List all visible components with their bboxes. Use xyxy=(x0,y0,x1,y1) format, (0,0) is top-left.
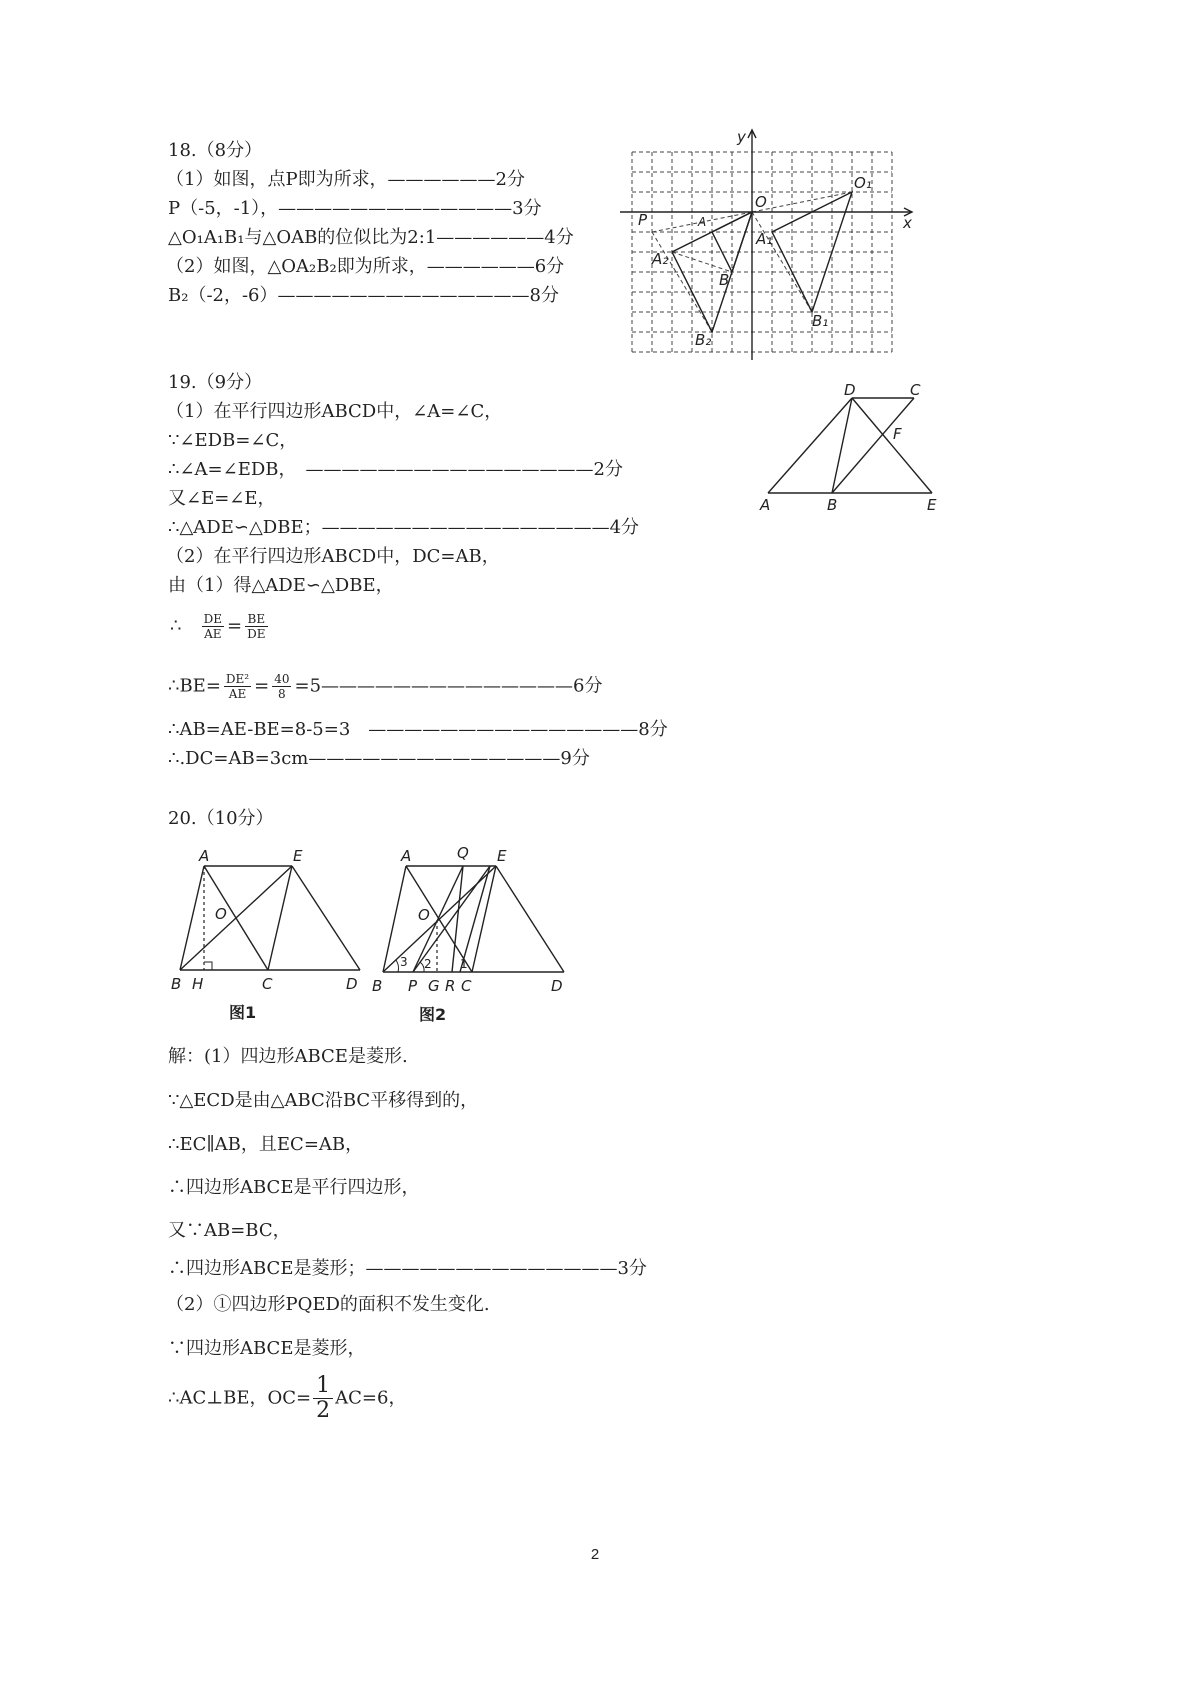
label-G: G xyxy=(428,977,440,995)
label-P: P xyxy=(638,211,648,229)
figure-2-caption: 图2 xyxy=(419,1005,447,1024)
q19-line-8: ∴ $\frac{DE}{AE}$ = $\frac{BE}{DE}$ xyxy=(170,612,266,641)
figure-1-caption: 图1 xyxy=(229,1003,257,1022)
label-x: x xyxy=(903,214,912,232)
label-B: B xyxy=(719,271,730,289)
q20-line-4: ∴四边形ABCE是平行四边形， xyxy=(168,1177,420,1198)
label-O: O xyxy=(418,906,430,924)
q19-line-9: ∴BE= $\frac{\text{DE²}}{AE}$ = $\frac{40}{8}$ =5——————————————6分 xyxy=(168,672,603,701)
label-D: D xyxy=(346,975,358,993)
page-number: 2 xyxy=(590,1546,600,1563)
q19-line-6: （2）在平行四边形ABCD中，DC=AB， xyxy=(166,546,500,567)
angle-1-label: 1 xyxy=(460,957,468,971)
q19-parallelogram-figure xyxy=(750,375,950,520)
q18-line-2: P（-5，-1），—————————————3分 xyxy=(168,198,542,219)
label-A: A xyxy=(760,496,771,514)
label-A: A xyxy=(199,847,210,865)
label-B: B xyxy=(827,496,838,514)
label-E: E xyxy=(927,496,937,514)
label-E: E xyxy=(497,847,507,865)
label-O: O xyxy=(755,193,767,211)
label-B2: B₂ xyxy=(695,331,712,349)
q20-line-1: 解：(1）四边形ABCE是菱形. xyxy=(168,1046,408,1067)
label-A1: A₁ xyxy=(756,230,773,248)
label-E: E xyxy=(293,847,303,865)
label-C: C xyxy=(262,975,273,993)
q20-title: 20.（10分） xyxy=(168,808,274,829)
q19-line-2: ∵∠EDB=∠C， xyxy=(168,430,298,451)
q19-line-7: 由（1）得△ADE∽△DBE， xyxy=(168,575,394,596)
q18-coordinate-figure xyxy=(618,122,928,362)
label-Q: Q xyxy=(457,844,469,862)
q19-line-3: ∴∠A=∠EDB， ————————————————2分 xyxy=(168,459,623,480)
label-H: H xyxy=(192,975,204,993)
label-O1: O₁ xyxy=(854,174,872,192)
label-A2: A₂ xyxy=(652,250,669,268)
q18-line-5: B₂（-2，-6）——————————————8分 xyxy=(168,285,559,306)
q20-line-7: （2）①四边形PQED的面积不发生变化. xyxy=(166,1294,490,1315)
fraction-one-half: $\frac{1}{2}$ xyxy=(313,1374,333,1423)
label-B1: B₁ xyxy=(812,312,829,330)
q20-line-8: ∵四边形ABCE是菱形， xyxy=(168,1338,366,1359)
q20-figure-2 xyxy=(368,840,578,1030)
label-B: B xyxy=(171,975,182,993)
q20-line-5: 又∵AB=BC， xyxy=(168,1220,291,1241)
label-C: C xyxy=(461,977,472,995)
q20-figure-1 xyxy=(165,840,375,1030)
q19-line-10: ∴AB=AE-BE=8-5=3 ———————————————8分 xyxy=(168,719,668,740)
label-B: B xyxy=(372,977,383,995)
label-C: C xyxy=(910,381,921,399)
q19-line-11: ∴.DC=AB=3cm——————————————9分 xyxy=(168,748,590,769)
angle-2-label: 2 xyxy=(424,957,432,971)
fraction-de-ae: $\frac{DE}{AE}$ xyxy=(203,612,223,641)
q20-line-3: ∴EC∥AB，且EC=AB， xyxy=(168,1134,364,1155)
angle-3-label: 3 xyxy=(400,955,408,969)
q18-line-1: （1）如图，点P即为所求，——————2分 xyxy=(166,169,526,190)
q19-title: 19.（9分） xyxy=(168,372,263,393)
grid-lines xyxy=(632,152,892,352)
label-A: A xyxy=(401,847,412,865)
label-A: A xyxy=(698,215,707,229)
q20-line-9: ∴AC⊥BE，OC= $\frac{1}{2}$ AC=6， xyxy=(168,1373,407,1423)
q18-line-3: △O₁A₁B₁与△OAB的位似比为2:1——————4分 xyxy=(168,227,574,248)
label-R: R xyxy=(445,977,456,995)
therefore-symbol: ∴ xyxy=(170,615,182,637)
label-y: y xyxy=(737,128,746,146)
q18-line-4: （2）如图，△OA₂B₂即为所求，——————6分 xyxy=(166,256,565,277)
fraction-de2-ae: $\frac{\text{DE²}}{AE}$ xyxy=(225,672,250,701)
q20-line-2: ∵△ECD是由△ABC沿BC平移得到的， xyxy=(168,1090,479,1111)
fraction-40-8: $\frac{40}{8}$ xyxy=(274,672,290,701)
label-D: D xyxy=(551,977,563,995)
q20-line-6: ∴四边形ABCE是菱形；——————————————3分 xyxy=(168,1258,647,1279)
label-P: P xyxy=(408,977,418,995)
label-O: O xyxy=(215,905,227,923)
label-F: F xyxy=(893,425,902,443)
q19-line-1: （1）在平行四边形ABCD中，∠A=∠C， xyxy=(166,401,503,422)
q18-title: 18.（8分） xyxy=(168,140,263,161)
q19-line-4: 又∠E=∠E， xyxy=(168,488,276,509)
fraction-be-de: $\frac{BE}{DE}$ xyxy=(247,612,266,641)
label-D: D xyxy=(844,381,856,399)
q19-line-5: ∴△ADE∽△DBE；————————————————4分 xyxy=(168,517,640,538)
